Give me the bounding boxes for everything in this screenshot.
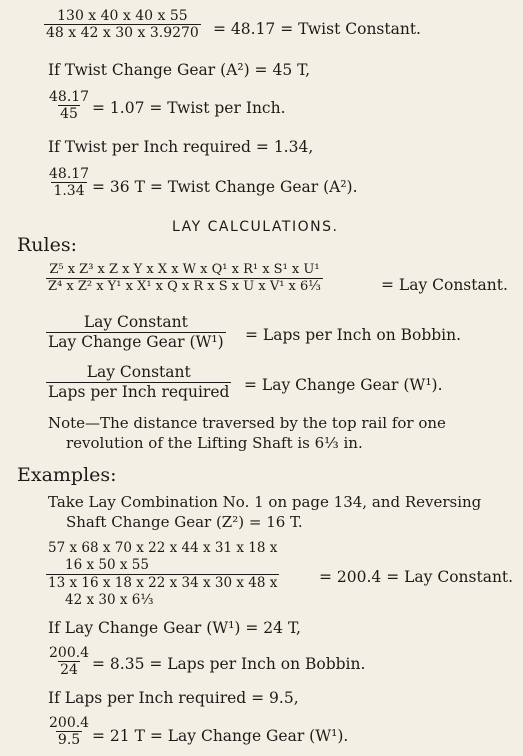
twist-gear-numerator: 48.17 <box>49 166 90 182</box>
example-num-line-2: 16 x 50 x 55 <box>65 557 149 573</box>
example-constant-numerator <box>46 540 279 574</box>
note-line-1: Note—The distance traversed by the top rail for one <box>48 414 446 432</box>
example-laps-fraction <box>47 645 91 678</box>
section-heading: LAY CALCULATIONS. <box>172 219 339 235</box>
lay-gear-fraction <box>46 363 231 402</box>
lay-constant-denominator: Z⁴ x Z² x Y¹ x X¹ x Q x R x S x U x V¹ x 6⅓ <box>48 279 321 294</box>
example-den-line-2: 42 x 30 x 6⅓ <box>65 592 154 608</box>
twist-if-tpi: If Twist per Inch required = 1.34, <box>48 138 314 156</box>
examples-label: Examples: <box>17 464 117 486</box>
example-laps-numerator: 200.4 <box>49 645 90 661</box>
example-constant-result: = 200.4 = Lay Constant. <box>319 568 514 586</box>
example-gear-denominator: 9.5 <box>57 732 81 748</box>
lay-gear-numerator: Lay Constant <box>86 363 191 381</box>
twist-constant-fraction <box>44 8 201 41</box>
lay-gear-denominator: Laps per Inch required <box>48 383 230 401</box>
lay-constant-result: = Lay Constant. <box>381 276 508 294</box>
twist-per-inch-numerator: 48.17 <box>49 89 90 105</box>
twist-gear-denominator: 1.34 <box>53 183 85 199</box>
twist-constant-denominator: 48 x 42 x 30 x 3.9270 <box>46 25 199 41</box>
example-gear-fraction <box>47 715 91 748</box>
laps-denominator: Lay Change Gear (W¹) <box>48 333 224 351</box>
twist-per-inch-result: = 1.07 = Twist per Inch. <box>92 99 286 117</box>
example-laps-denominator: 24 <box>60 662 78 678</box>
example-constant-fraction <box>46 540 279 609</box>
laps-numerator: Lay Constant <box>83 313 188 331</box>
take-line-2: Shaft Change Gear (Z²) = 16 T. <box>66 513 303 531</box>
lay-constant-fraction <box>46 262 323 295</box>
note-line-2: revolution of the Lifting Shaft is 6⅓ in. <box>66 434 363 452</box>
twist-constant-result: = 48.17 = Twist Constant. <box>213 20 421 38</box>
example-num-line-1: 57 x 68 x 70 x 22 x 44 x 31 x 18 x <box>48 540 278 556</box>
example-den-line-1: 13 x 16 x 18 x 22 x 34 x 30 x 48 x <box>48 575 278 591</box>
lay-gear-result: = Lay Change Gear (W¹). <box>244 376 443 394</box>
twist-if-gear: If Twist Change Gear (A²) = 45 T, <box>48 61 311 79</box>
rules-label: Rules: <box>17 234 78 256</box>
twist-constant-numerator: 130 x 40 x 40 x 55 <box>57 8 188 24</box>
example-laps-result: = 8.35 = Laps per Inch on Bobbin. <box>92 655 366 673</box>
example-gear-numerator: 200.4 <box>49 715 90 731</box>
laps-fraction <box>46 313 226 352</box>
twist-per-inch-denominator: 45 <box>60 106 78 122</box>
twist-gear-fraction <box>47 166 91 199</box>
take-line-1: Take Lay Combination No. 1 on page 134, and Reversing <box>48 493 482 511</box>
lay-constant-numerator: Z⁵ x Z³ x Z x Y x X x W x Q¹ x R¹ x S¹ x U¹ <box>49 262 320 277</box>
example-if-laps: If Laps per Inch required = 9.5, <box>48 689 299 707</box>
twist-per-inch-fraction <box>47 89 91 122</box>
twist-gear-result: = 36 T = Twist Change Gear (A²). <box>92 178 358 196</box>
laps-result: = Laps per Inch on Bobbin. <box>245 326 462 344</box>
example-constant-denominator <box>46 574 279 609</box>
example-if-gear: If Lay Change Gear (W¹) = 24 T, <box>48 619 301 637</box>
example-gear-result: = 21 T = Lay Change Gear (W¹). <box>92 727 349 745</box>
